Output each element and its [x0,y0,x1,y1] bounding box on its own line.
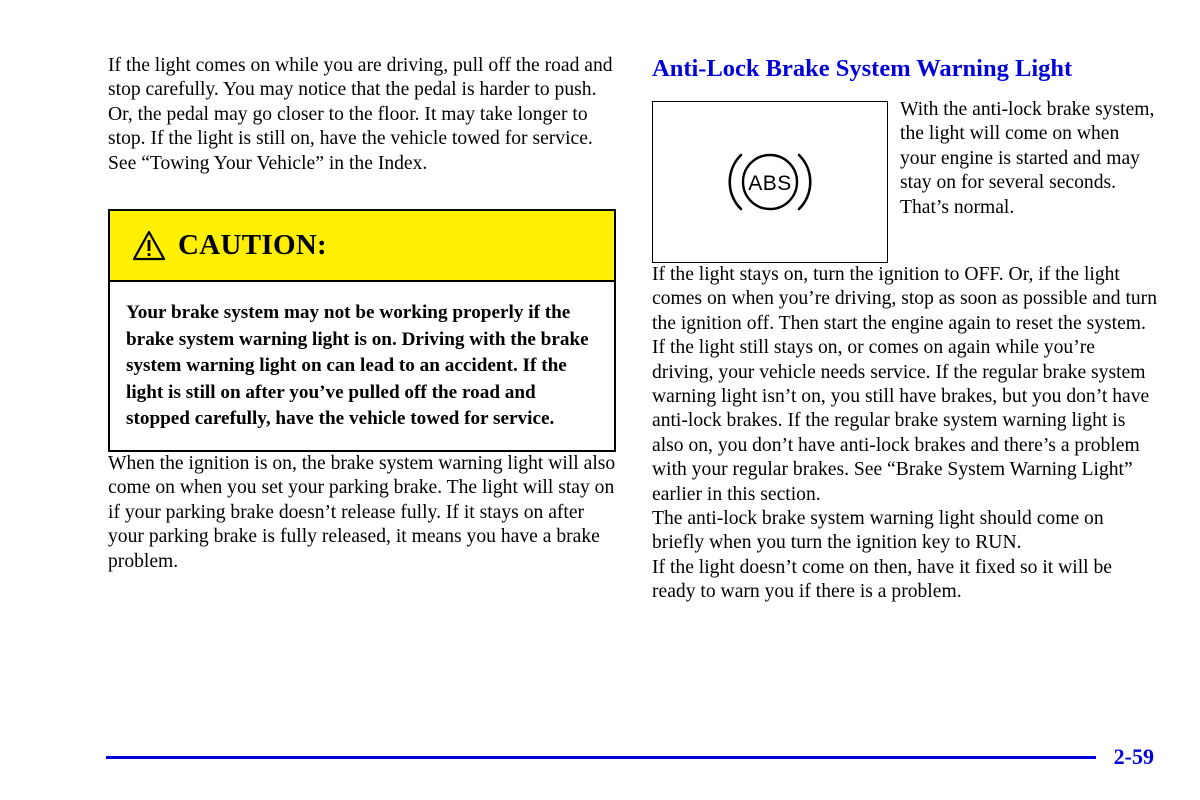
abs-check-paragraph: The anti-lock brake system warning light should come on briefly when you turn the ignition key to RUN. [652,508,1104,554]
abs-warning-icon [725,147,815,217]
light-stays-on-paragraph: If the light stays on, turn the ignition to OFF. Or, if the light comes on when you’re driving, stop as soon as possible and turn the ignition off. Then start the engine again to reset the system. If the light still stays on, or comes on again while you’re driving, your vehicle needs service. If the regular brake system warning light isn’t on, you still have brakes, but you don’t have anti-lock brakes. If the regular brake system warning light is also on, you don’t have anti-lock brakes and there’s a problem with your regular brakes. See “Brake System Warning Light” earlier in this section. [652,264,1158,505]
abs-icon-frame [652,101,888,263]
page-number: 2-59 [1113,744,1154,769]
intro-paragraph: If the light comes on while you are driving, pull off the road and stop carefully. You may notice that the pedal is harder to push. Or, the pedal may go closer to the floor. It may take longer to stop. If the light is still on, have the vehicle towed for service. See “Towing Your Vehicle” in the Index. [108,55,613,174]
caution-text: Your brake system may not be working properly if the brake system warning light is on. Driving with the brake system warning light on can lead to an accident. If the light is still on after you’ve pulled off the road and stopped carefully, have the vehicle towed for service. [126,302,589,430]
abs-icon-label: ABS [748,172,792,195]
abs-illustration-row [652,101,1160,263]
right-column [652,54,1160,605]
section-heading: Anti-Lock Brake System Warning Light [652,55,1073,82]
abs-description: With the anti-lock brake system, the light will come on when your engine is started and may stay on for several seconds. That’s normal. [900,99,1155,218]
parking-brake-paragraph: When the ignition is on, the brake system warning light will also come on when you set your parking brake. The light will stay on if your parking brake doesn’t release fully. If it stays on after your parking brake is fully released, it means you have a brake problem. [108,453,616,572]
caution-header [110,211,614,282]
caution-title: CAUTION: [178,229,328,262]
left-column [108,54,616,574]
abs-fix-paragraph: If the light doesn’t come on then, have it fixed so it will be ready to warn you if there is a problem. [652,556,1112,603]
warning-triangle-icon [132,230,166,261]
caution-box [108,209,616,452]
footer-rule [106,756,1096,759]
